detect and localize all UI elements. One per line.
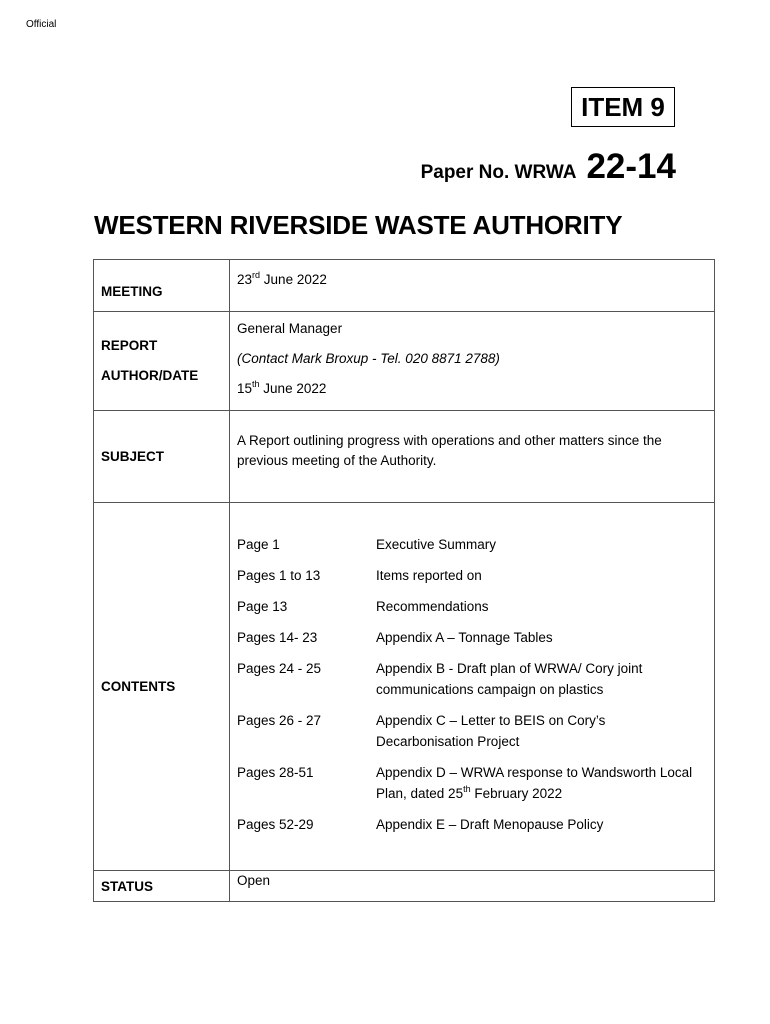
contents-desc-suffix: th	[463, 784, 471, 794]
meeting-day-suffix: rd	[252, 270, 261, 280]
contents-pages: Pages 1 to 13	[237, 568, 321, 583]
contents-desc: Items reported on	[376, 568, 482, 583]
contents-item	[237, 596, 702, 617]
author-name: General Manager	[237, 321, 343, 336]
contents-label: CONTENTS	[94, 503, 230, 871]
meeting-label: MEETING	[94, 260, 230, 312]
paper-number-value: 22-14	[586, 147, 676, 186]
author-label-line1: REPORT	[101, 338, 158, 353]
status-row	[94, 871, 715, 902]
contents-desc: Appendix C – Letter to BEIS on Cory’s Decarbonisation Project	[376, 713, 606, 749]
author-value	[230, 312, 715, 411]
contents-pages: Pages 14- 23	[237, 630, 318, 645]
subject-text: A Report outlining progress with operations and other matters since the previous meeting of the Authority.	[230, 411, 715, 503]
meeting-day: 23	[237, 272, 253, 287]
contents-desc: Recommendations	[376, 599, 489, 614]
status-value: Open	[230, 871, 715, 902]
contents-desc: Appendix B - Draft plan of WRWA/ Cory joint communications campaign on plastics	[376, 661, 643, 697]
author-label	[94, 312, 230, 411]
subject-row	[94, 411, 715, 503]
author-day: 15	[237, 381, 253, 396]
contents-pages: Pages 52-29	[237, 817, 314, 832]
contents-desc: Appendix A – Tonnage Tables	[376, 630, 553, 645]
contents-item	[237, 627, 702, 648]
paper-number-label: Paper No. WRWA	[420, 162, 577, 183]
contents-pages: Page 13	[237, 599, 288, 614]
contents-pages: Page 1	[237, 537, 280, 552]
status-label: STATUS	[94, 871, 230, 902]
author-day-suffix: th	[252, 379, 260, 389]
contents-item	[237, 658, 702, 700]
classification-label: Official	[26, 19, 57, 30]
author-label-line2: AUTHOR/DATE	[101, 368, 199, 383]
author-month-year: June 2022	[259, 381, 327, 396]
author-row	[94, 312, 715, 411]
contents-pages: Pages 24 - 25	[237, 661, 322, 676]
org-title: WESTERN RIVERSIDE WASTE AUTHORITY	[94, 210, 623, 240]
contents-item	[237, 565, 702, 586]
item-number-box: ITEM 9	[571, 87, 675, 127]
contents-pages: Pages 26 - 27	[237, 713, 322, 728]
contents-item	[237, 762, 702, 804]
contents-desc-part: February 2022	[470, 786, 563, 801]
contents-desc-part: Appendix D – WRWA response to Wandsworth Local Plan, dated 25	[376, 765, 693, 801]
contents-desc	[376, 762, 702, 804]
contents-list	[237, 504, 702, 835]
contents-item	[237, 710, 702, 752]
contents-desc: Executive Summary	[376, 537, 497, 552]
contents-item	[237, 814, 702, 835]
contents-list-cell	[230, 503, 715, 871]
meeting-month-year: June 2022	[260, 272, 327, 287]
contents-row	[94, 503, 715, 871]
author-date	[237, 379, 702, 398]
subject-label: SUBJECT	[94, 411, 230, 503]
meeting-row	[94, 260, 715, 312]
meeting-date	[230, 260, 715, 312]
contents-item	[237, 534, 702, 555]
contents-pages: Pages 28-51	[237, 765, 314, 780]
paper-number	[421, 147, 676, 187]
report-info-table	[93, 259, 715, 902]
author-contact: (Contact Mark Broxup - Tel. 020 8871 2788)	[237, 351, 500, 366]
contents-desc: Appendix E – Draft Menopause Policy	[376, 817, 604, 832]
